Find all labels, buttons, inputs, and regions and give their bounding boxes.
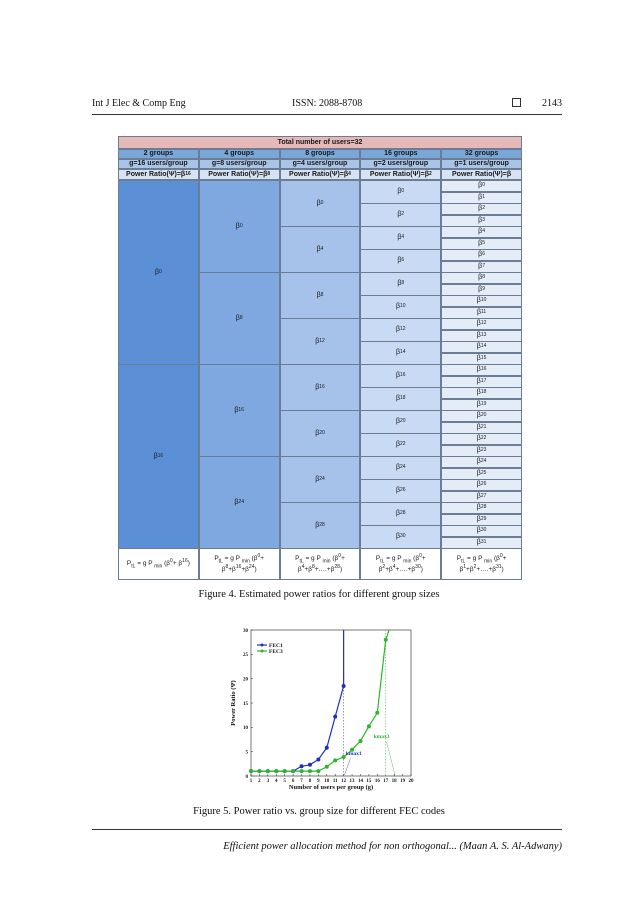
total-power-formula xyxy=(360,548,441,580)
exponent: 24 xyxy=(480,458,487,465)
column-power-ratio: Power Ratio(Ψ)=β 4 xyxy=(280,169,361,180)
power-ratio-cell: β 0 xyxy=(360,180,441,204)
power-ratio-chart xyxy=(216,618,416,802)
column-groups: 32 groups xyxy=(441,149,522,159)
power-ratio-cell: β 24 xyxy=(360,456,441,480)
column-groups: 8 groups xyxy=(280,149,361,159)
exponent: 4 xyxy=(301,563,305,570)
data-point xyxy=(359,739,362,742)
data-point xyxy=(308,770,311,773)
power-ratio-cell: β 18 xyxy=(441,387,522,399)
exponent: 11 xyxy=(481,308,487,315)
exponent: 12 xyxy=(319,337,325,344)
power-ratio-cell: β 28 xyxy=(280,502,361,549)
power-ratio-cell: β 8 xyxy=(280,272,361,319)
power-ratio-cell: β 0 xyxy=(280,180,361,227)
power-ratio-cell: β 12 xyxy=(280,318,361,365)
formula-text: $P_{tL} = g$ P $_{min}$ ($\beta^0+$ $\beta^4+\beta^8+\dots.+\beta^{28}$) xyxy=(295,553,345,574)
x-tick-label: 8 xyxy=(308,779,312,784)
power-ratio-cell: β 14 xyxy=(360,341,441,365)
power-ratio-cell: β 13 xyxy=(441,330,522,342)
exponent: 28 xyxy=(480,504,487,511)
power-ratio-cell: β 16 xyxy=(118,364,199,549)
power-ratio-cell: β 25 xyxy=(441,468,522,480)
subscript: min xyxy=(403,558,412,565)
subscript: tL xyxy=(299,558,304,565)
exponent: 4 xyxy=(392,563,396,570)
column-users: g=8 users/group xyxy=(199,159,280,169)
y-tick-label: 5 xyxy=(245,750,248,756)
exponent: 0 xyxy=(239,222,243,229)
power-ratio-cell: β 16 xyxy=(280,364,361,411)
column-users: g=16 users/group xyxy=(118,159,199,169)
exponent: 19 xyxy=(480,400,487,407)
y-tick-label: 10 xyxy=(243,726,248,732)
power-ratio-cell: β 30 xyxy=(360,525,441,549)
y-axis-label: Power Ratio (Ψ) xyxy=(230,680,237,726)
exponent: 29 xyxy=(480,515,487,522)
data-point xyxy=(283,770,286,773)
exponent: 0 xyxy=(482,182,485,189)
exponent: 24 xyxy=(319,475,325,482)
y-tick-label: 20 xyxy=(243,677,248,683)
exponent: 10 xyxy=(480,297,487,304)
exponent: 2 xyxy=(473,563,477,570)
power-ratio-cell: β 27 xyxy=(441,491,522,503)
column-power-ratio: Power Ratio(Ψ)=β xyxy=(441,169,522,180)
power-ratio-cell: β 9 xyxy=(441,284,522,296)
exponent: 14 xyxy=(480,343,487,350)
power-ratio-cell: β 31 xyxy=(441,537,522,549)
subscript: tL xyxy=(131,563,136,570)
power-ratio-cell: β 24 xyxy=(280,456,361,503)
exponent: 0 xyxy=(499,553,503,560)
exponent: 0 xyxy=(170,557,173,564)
exponent: 12 xyxy=(400,326,406,333)
power-ratio-cell: β 16 xyxy=(360,364,441,388)
kmax1-label: kmax1 xyxy=(345,751,362,758)
x-tick-label: 7 xyxy=(300,779,303,784)
exponent: 10 xyxy=(400,303,406,310)
power-ratio-cell: β 16 xyxy=(441,364,522,376)
power-ratio-cell: β 24 xyxy=(441,456,522,468)
power-ratio-cell: β 2 xyxy=(360,203,441,227)
power-ratio-cell: β 8 xyxy=(441,272,522,284)
data-point xyxy=(317,770,320,773)
x-tick-label: 3 xyxy=(266,779,270,784)
data-point xyxy=(250,770,253,773)
exponent: 4 xyxy=(320,245,324,252)
power-ratio-cell: β 28 xyxy=(360,502,441,526)
exponent: 12 xyxy=(480,320,487,327)
exponent: 16 xyxy=(235,563,242,570)
power-ratio-cell: β 11 xyxy=(441,307,522,319)
exponent: 16 xyxy=(238,406,244,413)
power-ratio-cell: β 0 xyxy=(441,180,522,192)
data-point xyxy=(334,759,337,762)
exponent: 26 xyxy=(400,487,406,494)
subscript: tL xyxy=(461,558,466,565)
power-ratio-cell: β 0 xyxy=(118,180,199,365)
x-tick-label: 4 xyxy=(275,779,278,784)
power-ratio-cell: β 6 xyxy=(360,249,441,273)
subscript: min xyxy=(322,558,331,565)
subscript: min xyxy=(241,558,250,565)
x-tick-label: 5 xyxy=(283,779,286,784)
subscript: tL xyxy=(380,558,385,565)
exponent: 20 xyxy=(319,429,325,436)
power-ratio-cell: β 26 xyxy=(441,479,522,491)
data-point xyxy=(308,763,311,766)
y-tick-label: 25 xyxy=(243,653,248,659)
formula-text: $P_{tL} = g$ P $_{min}$ $(\beta^0+ \beta^{16})$ xyxy=(126,557,190,570)
exponent: 23 xyxy=(480,446,487,453)
power-ratio-cell: β 5 xyxy=(441,238,522,250)
exponent: 21 xyxy=(480,423,487,430)
column-power-ratio: Power Ratio(Ψ)=β 2 xyxy=(360,169,441,180)
figure4-caption: Figure 4. Estimated power ratios for different group sizes xyxy=(198,589,440,600)
exponent: 20 xyxy=(400,418,406,425)
exponent: 24 xyxy=(248,563,255,570)
exponent: 0 xyxy=(320,199,324,206)
power-ratio-cell: β 12 xyxy=(360,318,441,342)
exponent: 3 xyxy=(482,216,485,223)
formula-text: $P_{tL} = g$ P $_{min}$ ($\beta^0+$ $\beta^8+\beta^{16}+\beta^{24}$) xyxy=(214,553,265,574)
exponent: 6 xyxy=(482,251,485,258)
power-ratio-cell: β 20 xyxy=(441,410,522,422)
exponent: 14 xyxy=(400,349,406,356)
power-ratio-cell: β 2 xyxy=(441,203,522,215)
exponent: 22 xyxy=(400,441,406,448)
exponent: 4 xyxy=(482,228,485,235)
figure5-caption: Figure 5. Power ratio vs. group size for different FEC codes xyxy=(193,806,445,817)
exponent: 0 xyxy=(419,553,422,560)
total-power-formula xyxy=(199,548,280,580)
exponent: 20 xyxy=(480,412,487,419)
exponent: 26 xyxy=(480,481,487,488)
header-rule xyxy=(92,114,562,115)
column-power-ratio: Power Ratio(Ψ)=β 16 xyxy=(118,169,199,180)
exponent: 8 xyxy=(320,291,324,298)
exponent: 16 xyxy=(400,372,406,379)
x-tick-label: 2 xyxy=(258,779,261,784)
exponent: 1 xyxy=(463,563,466,570)
power-ratio-cell: β 22 xyxy=(360,433,441,457)
power-ratio-cell: β 24 xyxy=(199,456,280,549)
exponent: 9 xyxy=(482,285,485,292)
footer-rule xyxy=(92,829,562,830)
exponent: 16 xyxy=(157,452,164,459)
exponent: 16 xyxy=(319,383,325,390)
power-ratio-cell: β 6 xyxy=(441,249,522,261)
exponent: 4 xyxy=(348,170,351,177)
exponent: 27 xyxy=(480,492,487,499)
power-ratio-cell: β 14 xyxy=(441,341,522,353)
power-ratio-cell: β 3 xyxy=(441,215,522,227)
legend-marker xyxy=(261,650,264,653)
exponent: 15 xyxy=(480,354,487,361)
exponent: 8 xyxy=(311,563,315,570)
x-tick-label: 17 xyxy=(383,779,389,784)
power-ratio-cell: β 4 xyxy=(280,226,361,273)
power-ratio-cell: β 28 xyxy=(441,502,522,514)
x-tick-label: 6 xyxy=(291,779,295,784)
power-ratio-table xyxy=(118,136,522,580)
x-tick-label: 20 xyxy=(408,779,414,784)
y-tick-label: 15 xyxy=(243,701,248,707)
x-tick-label: 12 xyxy=(341,779,347,784)
power-ratio-cell: β 12 xyxy=(441,318,522,330)
kmax3-label: kmax3 xyxy=(373,734,390,741)
x-tick-label: 13 xyxy=(349,779,355,784)
exponent: 16 xyxy=(182,557,188,564)
power-ratio-cell: β 19 xyxy=(441,399,522,411)
power-ratio-cell: β 4 xyxy=(360,226,441,250)
data-point xyxy=(325,765,328,768)
legend-marker xyxy=(261,644,264,647)
exponent: 24 xyxy=(400,464,406,471)
legend-label: FEC3 xyxy=(269,648,283,655)
subscript: min xyxy=(484,558,493,565)
exponent: 2 xyxy=(401,211,405,218)
exponent: 17 xyxy=(480,377,487,384)
x-tick-label: 18 xyxy=(391,779,397,784)
exponent: 31 xyxy=(495,563,502,570)
exponent: 16 xyxy=(480,366,487,373)
x-tick-label: 1 xyxy=(249,779,253,784)
exponent: 2 xyxy=(382,563,386,570)
x-axis-label: Number of users per group (g) xyxy=(288,784,374,791)
exponent: 28 xyxy=(334,563,340,570)
formula-text: $P_{tL} = g$ P $_{min}$ ($\beta^0+$ $\beta^1+\beta^2+\dots.+\beta^{31}$) xyxy=(456,553,507,574)
exponent: 7 xyxy=(482,262,485,269)
exponent: 28 xyxy=(400,510,406,517)
x-tick-label: 9 xyxy=(317,779,320,784)
data-point xyxy=(334,715,337,718)
y-tick-label: 30 xyxy=(243,628,248,634)
x-tick-label: 19 xyxy=(400,779,406,784)
column-users: g=2 users/group xyxy=(360,159,441,169)
power-ratio-cell: β 15 xyxy=(441,353,522,365)
power-ratio-cell: β 20 xyxy=(360,410,441,434)
power-ratio-cell: β 10 xyxy=(360,295,441,319)
power-ratio-cell: β 7 xyxy=(441,261,522,273)
exponent: 13 xyxy=(480,331,487,338)
subscript: min xyxy=(154,563,163,570)
data-point xyxy=(300,770,303,773)
exponent: 6 xyxy=(401,257,405,264)
column-power-ratio: Power Ratio(Ψ)=β 8 xyxy=(199,169,280,180)
power-ratio-cell: β 23 xyxy=(441,445,522,457)
data-point xyxy=(384,638,387,641)
exponent: 8 xyxy=(482,274,485,281)
power-ratio-cell: β 26 xyxy=(360,479,441,503)
exponent: 28 xyxy=(319,521,325,528)
data-point xyxy=(342,756,345,759)
legend-label: FEC1 xyxy=(269,642,283,649)
journal-name: Int J Elec & Comp Eng xyxy=(92,98,186,109)
exponent: 0 xyxy=(159,268,162,275)
exponent: 25 xyxy=(480,469,487,476)
power-ratio-cell: β 8 xyxy=(360,272,441,296)
y-tick-label: 0 xyxy=(245,774,248,780)
power-ratio-cell: β 22 xyxy=(441,433,522,445)
column-users: g=1 users/group xyxy=(441,159,522,169)
data-point xyxy=(317,758,320,761)
exponent: 1 xyxy=(482,193,485,200)
data-point xyxy=(292,770,295,773)
x-tick-label: 14 xyxy=(357,779,363,784)
exponent: 18 xyxy=(480,389,487,396)
square-icon xyxy=(512,98,521,107)
exponent: 24 xyxy=(238,498,244,505)
exponent: 0 xyxy=(257,553,261,560)
column-users: g=4 users/group xyxy=(280,159,361,169)
subscript: tL xyxy=(218,558,223,565)
data-point xyxy=(300,765,303,768)
column-groups: 2 groups xyxy=(118,149,199,159)
exponent: 5 xyxy=(482,239,485,246)
power-ratio-cell: β 4 xyxy=(441,226,522,238)
exponent: 30 xyxy=(415,563,421,570)
data-point xyxy=(266,770,269,773)
data-point xyxy=(342,684,345,687)
power-ratio-cell: β 21 xyxy=(441,422,522,434)
data-point xyxy=(275,770,278,773)
x-tick-label: 16 xyxy=(374,779,380,784)
data-point xyxy=(325,746,328,749)
power-ratio-cell: β 1 xyxy=(441,192,522,204)
formula-text: $P_{tL} = g$ P $_{min}$ ($\beta^0+$ $\beta^2+\beta^4+\dots.+\beta^{30}$) xyxy=(375,553,426,574)
power-ratio-cell: β 30 xyxy=(441,525,522,537)
total-power-formula xyxy=(280,548,361,580)
exponent: 8 xyxy=(239,314,243,321)
exponent: 0 xyxy=(401,188,405,195)
exponent: 2 xyxy=(482,205,485,212)
issn: ISSN: 2088-8708 xyxy=(292,98,363,109)
exponent: 8 xyxy=(225,563,229,570)
exponent: 8 xyxy=(267,170,271,177)
column-groups: 4 groups xyxy=(199,149,280,159)
power-ratio-cell: β 10 xyxy=(441,295,522,307)
exponent: 22 xyxy=(480,435,487,442)
x-tick-label: 11 xyxy=(332,779,338,784)
data-point xyxy=(367,725,370,728)
exponent: 0 xyxy=(338,553,342,560)
power-ratio-cell: β 16 xyxy=(199,364,280,457)
total-power-formula xyxy=(441,548,522,580)
x-tick-label: 10 xyxy=(324,779,330,784)
column-groups: 16 groups xyxy=(360,149,441,159)
exponent: 8 xyxy=(401,280,405,287)
total-power-formula xyxy=(118,548,199,580)
exponent: 30 xyxy=(480,527,487,534)
table-title: Total number of users=32 xyxy=(118,136,522,149)
footer-text: Efficient power allocation method for non orthogonal... (Maan A. S. Al-Adwany) xyxy=(223,841,562,852)
power-ratio-cell: β 18 xyxy=(360,387,441,411)
exponent: 2 xyxy=(428,170,432,177)
exponent: 16 xyxy=(185,170,191,177)
page-number: 2143 xyxy=(542,98,562,109)
power-ratio-cell: β 0 xyxy=(199,180,280,273)
power-ratio-cell: β 17 xyxy=(441,376,522,388)
power-ratio-cell: β 29 xyxy=(441,514,522,526)
exponent: 4 xyxy=(401,234,405,241)
running-header xyxy=(92,98,562,112)
x-tick-label: 15 xyxy=(366,779,372,784)
power-ratio-cell: β 8 xyxy=(199,272,280,365)
exponent: 18 xyxy=(400,395,406,402)
power-ratio-cell: β 20 xyxy=(280,410,361,457)
data-point xyxy=(258,770,261,773)
exponent: 30 xyxy=(400,533,406,540)
exponent: 31 xyxy=(480,538,487,545)
data-point xyxy=(376,711,379,714)
